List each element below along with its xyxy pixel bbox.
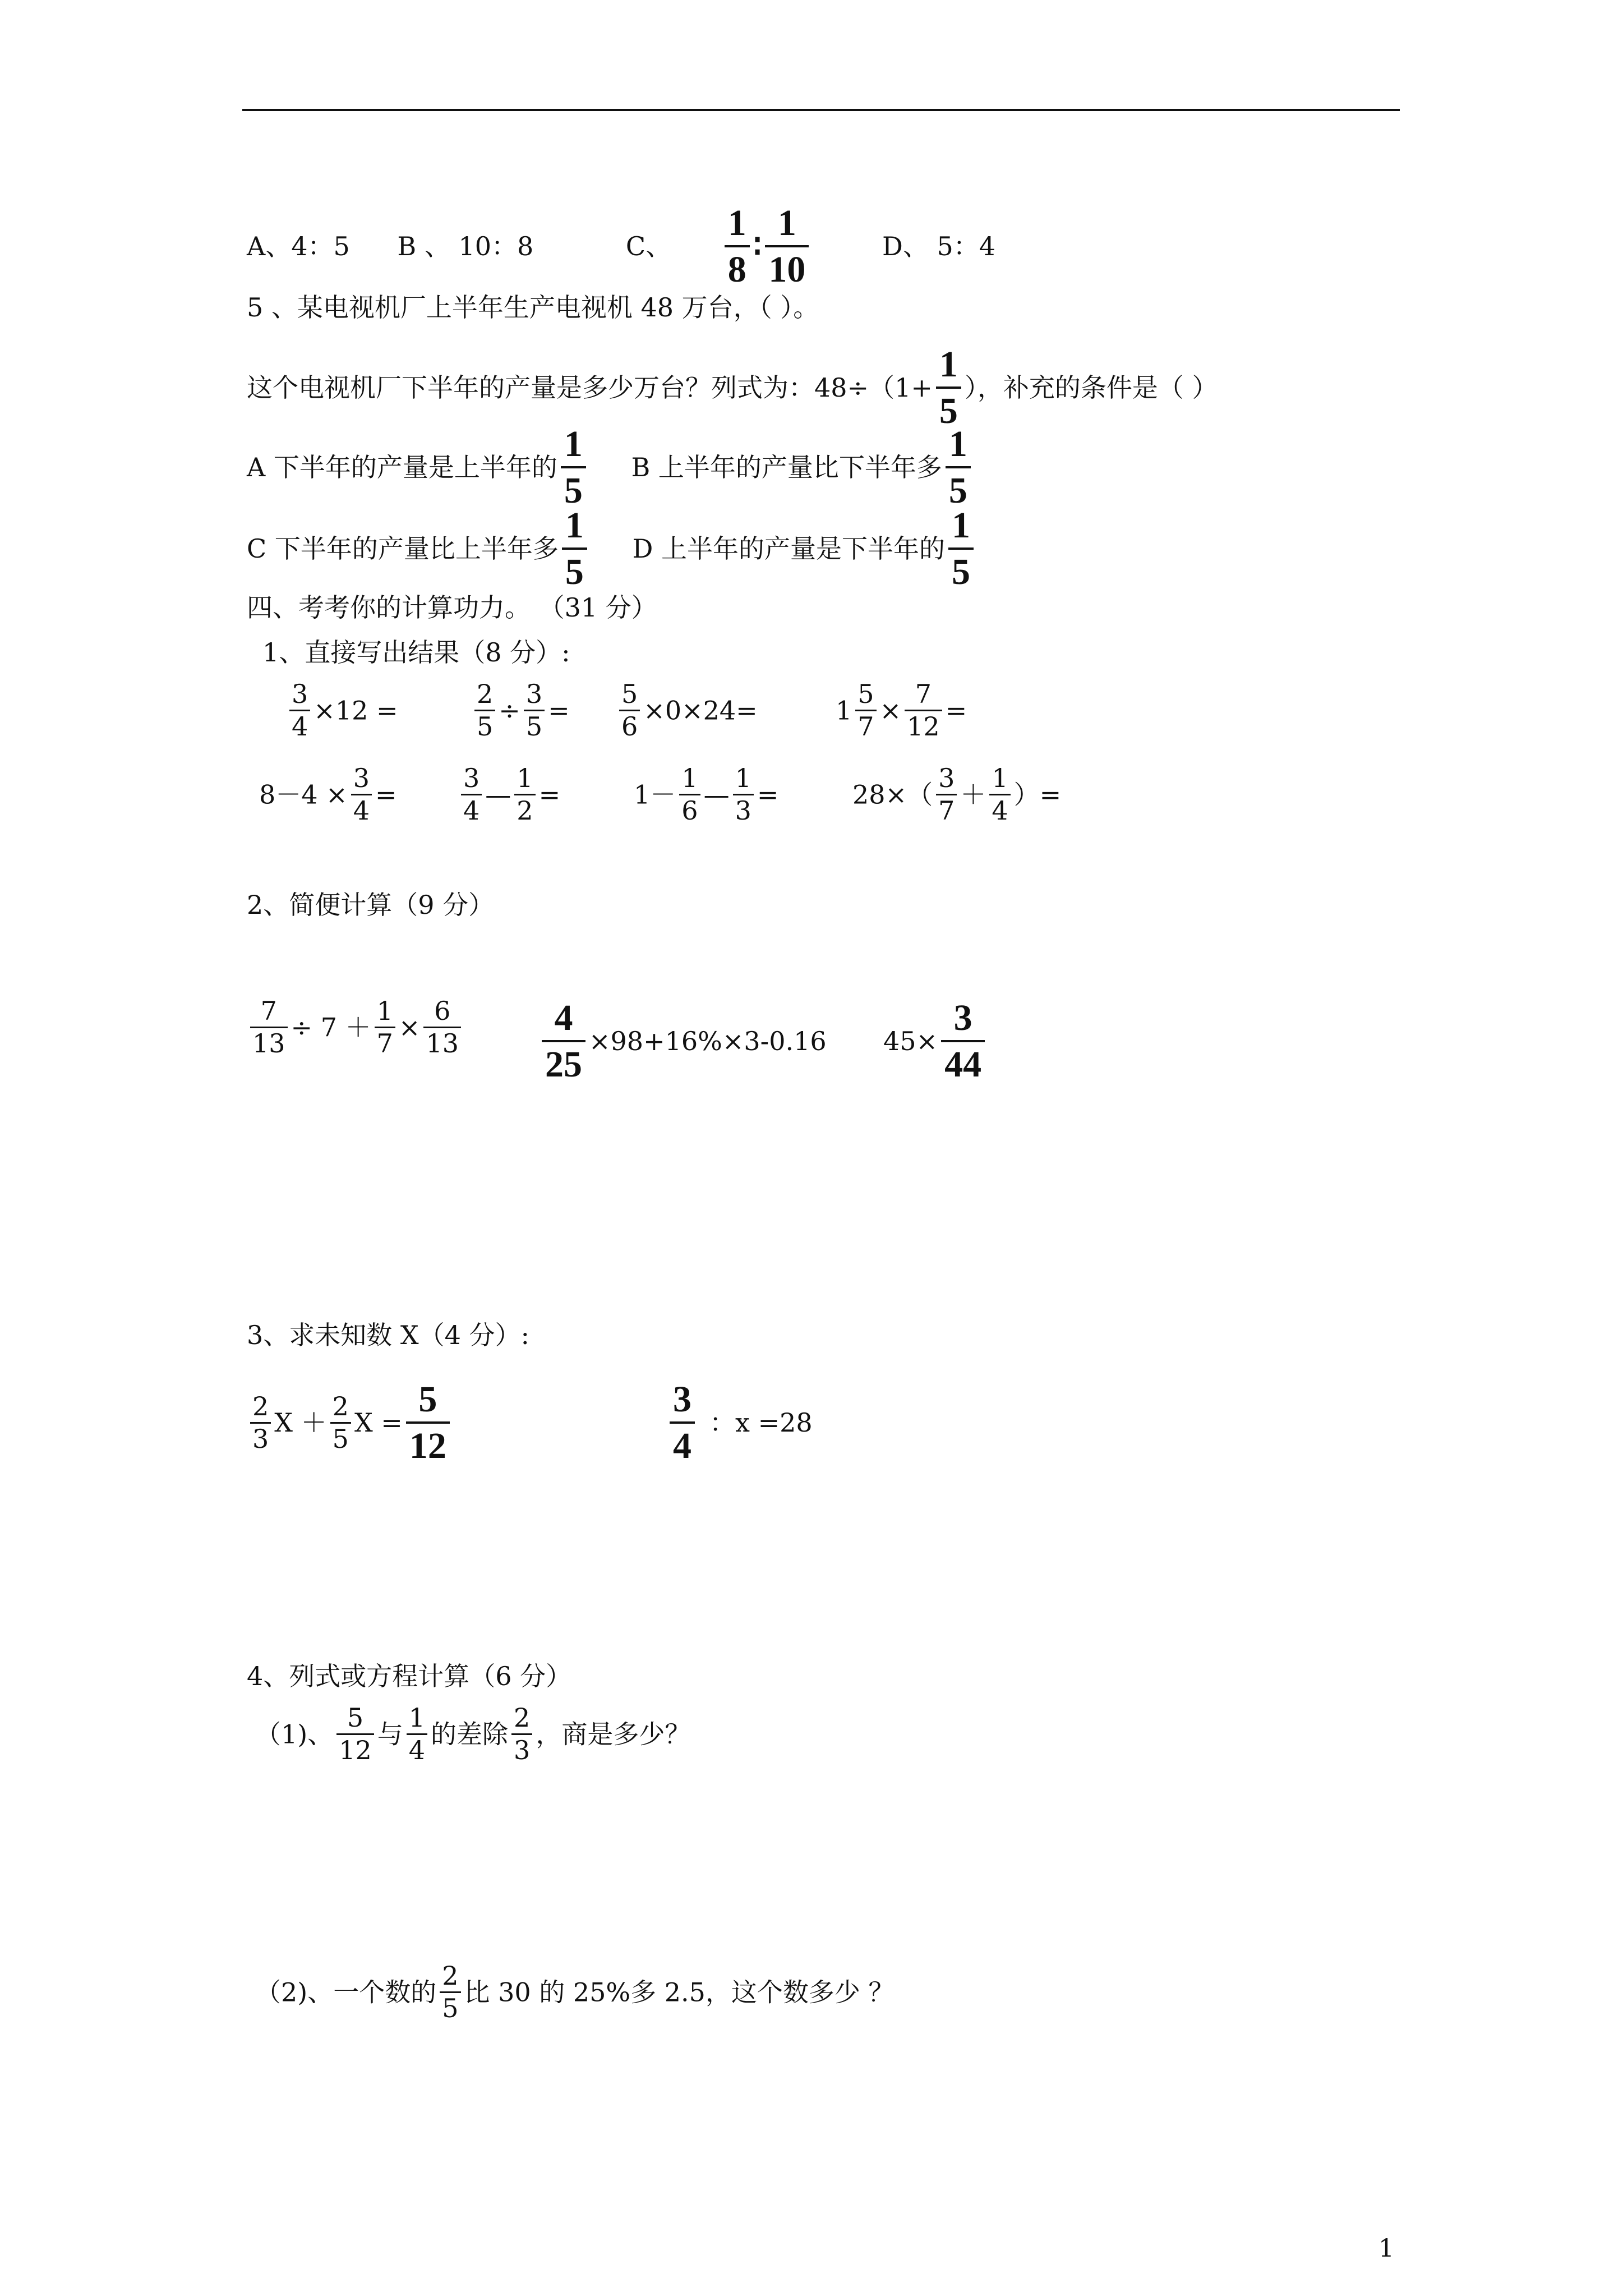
fraction: $\frac{2}{5}$ — [474, 679, 495, 742]
text: （2)、一个数的 — [255, 1977, 437, 2008]
text: X ＋ — [274, 1407, 327, 1438]
q5-question — [247, 342, 1218, 433]
fraction: $\frac{5}{6}$ — [619, 679, 640, 742]
fraction: $\frac{1}{10}$ — [765, 201, 809, 292]
text: ×12 = — [313, 695, 398, 726]
option-a: A 下半年的产量是上半年的 — [247, 452, 557, 483]
text: = — [548, 695, 570, 726]
fraction: $\frac{1}{5}$ — [946, 422, 971, 513]
fraction: $\frac{2}{5}$ — [330, 1391, 351, 1455]
word-problem-1 — [255, 1703, 690, 1766]
text: 比 30 的 25%多 2.5，这个数多少 ？ — [464, 1977, 895, 2008]
text: 28×（ — [852, 779, 933, 810]
text: = — [375, 779, 397, 810]
fraction: $\frac{3}{5}$ — [524, 679, 545, 742]
fraction: $\frac{2}{5}$ — [440, 1961, 460, 2024]
word-problem-2 — [255, 1961, 895, 2024]
section-title: 四、考考你的计算功力。 （31 分） — [247, 592, 657, 623]
page-number: 1 — [1378, 2234, 1394, 2263]
text: = — [538, 779, 561, 810]
text: ），补充的条件是（ ） — [964, 372, 1218, 403]
text: 1－ — [634, 779, 676, 810]
fraction: $\frac{7}{13}$ — [250, 996, 288, 1059]
part1-title: 1、直接写出结果（8 分）: — [262, 637, 570, 668]
text: ×0×24= — [643, 695, 758, 726]
text: = — [945, 695, 967, 726]
text: 45× — [883, 1026, 938, 1057]
fraction: $\frac{1}{4}$ — [407, 1703, 427, 1766]
part4-title: 4、列式或方程计算（6 分） — [247, 1661, 572, 1691]
option-c: C、 — [625, 231, 672, 262]
expr-4 — [836, 679, 967, 742]
fraction: $\frac{3}{4}$ — [670, 1377, 695, 1468]
expr-1 — [286, 679, 398, 742]
text: 与 — [377, 1719, 403, 1750]
fraction: $\frac{2}{3}$ — [250, 1391, 271, 1455]
fraction: $\frac{5}{12}$ — [406, 1377, 450, 1468]
text: ：x =28 — [709, 1407, 813, 1438]
text: ）= — [1013, 779, 1062, 810]
expr-6 — [458, 763, 560, 826]
q5-options-cd — [247, 503, 977, 594]
fraction: $\frac{1}{5}$ — [948, 503, 974, 594]
operator: ÷ — [499, 695, 520, 726]
fraction: $\frac{1}{3}$ — [733, 763, 754, 826]
option-c: C 下半年的产量比上半年多 — [247, 533, 559, 564]
text: （1)、 — [255, 1719, 334, 1750]
operator: ÷ 7 ＋ — [291, 1012, 371, 1043]
fraction: $\frac{3}{7}$ — [936, 763, 957, 826]
text: 8－4 × — [259, 779, 348, 810]
fraction: $\frac{1}{7}$ — [375, 996, 395, 1059]
text: 的差除 — [431, 1719, 509, 1750]
part3-title: 3、求未知数 X（4 分）: — [247, 1320, 530, 1350]
fraction: $\frac{1}{5}$ — [562, 503, 587, 594]
option-d: D 上半年的产量是下半年的 — [632, 533, 945, 564]
fraction: $\frac{1}{4}$ — [989, 763, 1010, 826]
operator: ＋ — [960, 779, 986, 810]
q5-options-ab — [247, 422, 974, 513]
operator: × — [398, 1012, 421, 1043]
fraction: $\frac{5}{12}$ — [336, 1703, 374, 1766]
fraction: $\frac{7}{12}$ — [905, 679, 942, 742]
fraction: $\frac{1}{6}$ — [679, 763, 700, 826]
fraction: $\frac{3}{4}$ — [461, 763, 482, 826]
operator: — — [485, 779, 511, 810]
fraction: $\frac{1}{5}$ — [561, 422, 586, 513]
header-rule — [242, 109, 1400, 111]
fraction: $\frac{6}{13}$ — [423, 996, 461, 1059]
fraction: $\frac{2}{3}$ — [511, 1703, 532, 1766]
fraction: $\frac{1}{2}$ — [514, 763, 535, 826]
text: 这个电视机厂下半年的产量是多少万台？列式为：48÷（1+ — [247, 372, 933, 403]
operator: — — [703, 779, 730, 810]
q4-options — [247, 201, 995, 292]
text: = — [757, 779, 779, 810]
fraction: $\frac{1}{8}$ — [725, 201, 750, 292]
fraction: $\frac{3}{4}$ — [351, 763, 372, 826]
expr-2 — [471, 679, 570, 742]
option-b: B 上半年的产量比下半年多 — [631, 452, 942, 483]
option-b: B 、 10：8 — [397, 231, 534, 262]
text: X = — [354, 1407, 403, 1438]
fraction: $\frac{5}{7}$ — [855, 679, 876, 742]
option-d: D、 5：4 — [882, 231, 995, 262]
expr-3 — [616, 679, 758, 742]
option-a: A、4：5 — [247, 231, 350, 262]
expr-5 — [259, 763, 397, 826]
expr-7 — [634, 763, 778, 826]
simplify-1 — [247, 996, 464, 1059]
fraction: $\frac{1}{5}$ — [936, 342, 961, 433]
part2-title: 2、简便计算（9 分） — [247, 890, 495, 920]
expr-8 — [852, 763, 1061, 826]
text: ，商是多少？ — [536, 1719, 691, 1750]
text: ×98+16%×3-0.16 — [589, 1026, 827, 1057]
operator: × — [879, 695, 902, 726]
text: 1 — [836, 695, 852, 726]
equation-2 — [666, 1377, 813, 1468]
equation-1 — [247, 1377, 453, 1468]
simplify-2 — [538, 996, 827, 1087]
fraction: $\frac{3}{44}$ — [941, 996, 985, 1087]
fraction: $\frac{4}{25}$ — [542, 996, 585, 1087]
ratio-sign: ∶ — [753, 227, 762, 266]
fraction: $\frac{3}{4}$ — [289, 679, 310, 742]
q5-stem: 5 、某电视机厂上半年生产电视机 48 万台，（ ）。 — [247, 292, 819, 323]
simplify-3 — [883, 996, 988, 1087]
